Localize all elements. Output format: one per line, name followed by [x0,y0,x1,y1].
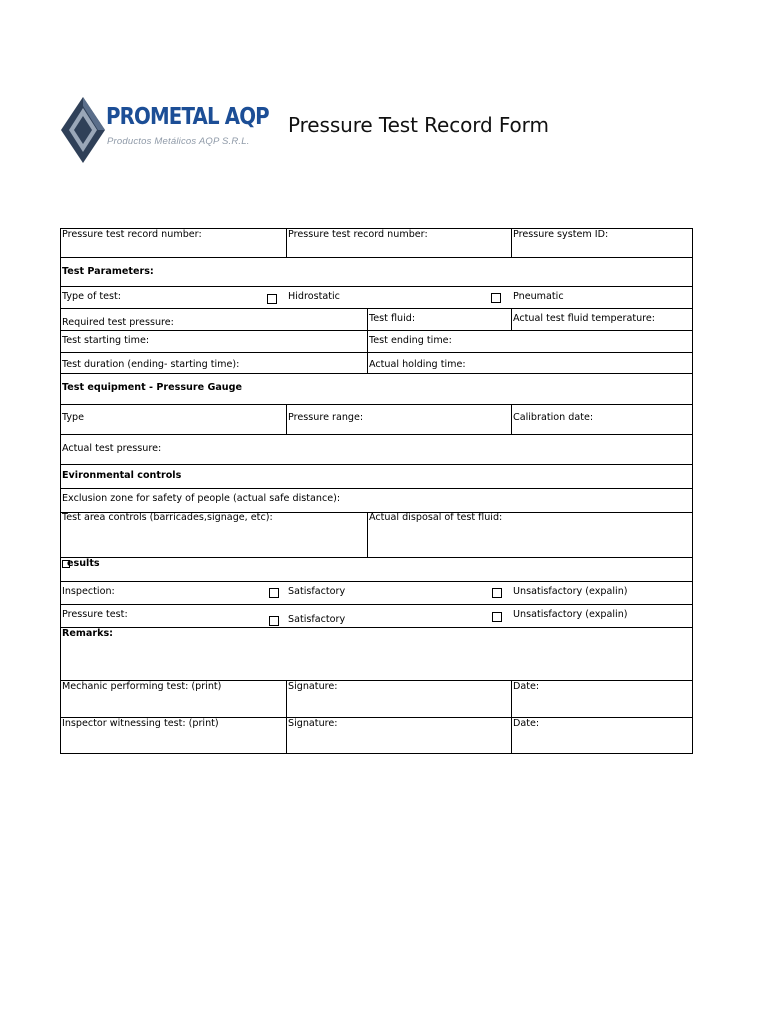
mechanic-signature-field[interactable]: Signature: [288,681,338,692]
logo-tagline: Productos Metálicos AQP S.R.L. [107,136,250,147]
pressure-range-field[interactable]: Pressure range: [288,412,364,423]
pressure-test-satisfactory-label: Satisfactory [288,614,346,625]
pneumatic-label: Pneumatic [513,291,564,302]
inspector-date-field[interactable]: Date: [513,718,540,729]
form-border-right [692,228,693,754]
row-divider [60,604,693,605]
required-test-pressure-field[interactable]: Required test pressure: [62,317,174,328]
mechanic-name-field[interactable]: Mechanic performing test: (print) [62,681,222,692]
test-duration-field[interactable]: Test duration (ending- starting time): [62,359,240,370]
col-divider [511,228,512,257]
environmental-controls-heading: Evironmental controls [62,470,182,481]
company-logo [60,96,269,164]
form-border-bottom [60,753,693,754]
type-of-test-label: Type of test: [62,291,122,302]
col-divider [286,228,287,257]
hidrostatic-checkbox[interactable] [267,294,277,304]
mechanic-date-field[interactable]: Date: [513,681,540,692]
row-divider [60,488,693,489]
test-equipment-heading: Test equipment - Pressure Gauge [62,382,243,393]
inspector-signature-field[interactable]: Signature: [288,718,338,729]
row-divider [60,434,693,435]
record-number-field-2[interactable]: Pressure test record number: [288,229,428,240]
diamond-logo-icon [60,96,106,164]
row-divider [60,627,693,628]
inspector-name-field[interactable]: Inspector witnessing test: (print) [62,718,219,729]
inspection-label: Inspection: [62,586,115,597]
row-divider [60,308,693,309]
page-title: Pressure Test Record Form [288,113,549,137]
pressure-test-form [60,228,693,754]
row-divider [60,330,693,331]
inspection-satisfactory-checkbox[interactable] [269,588,279,598]
col-divider [367,308,368,373]
row-divider [60,404,693,405]
row-divider [60,464,693,465]
row-divider [60,257,693,258]
test-parameters-heading: Test Parameters: [62,266,154,277]
results-heading: esults [67,558,100,569]
logo-wordmark: PROMETAL AQP [106,104,269,130]
test-ending-time-field[interactable]: Test ending time: [369,335,452,346]
col-divider [286,404,287,434]
inspection-unsatisfactory-checkbox[interactable] [492,588,502,598]
pneumatic-checkbox[interactable] [491,293,501,303]
pressure-test-unsatisfactory-label: Unsatisfactory (expalin) [513,609,628,620]
inspection-satisfactory-label: Satisfactory [288,586,346,597]
gauge-type-field[interactable]: Type [62,412,85,423]
record-number-field-1[interactable]: Pressure test record number: [62,229,202,240]
inspection-unsatisfactory-label: Unsatisfactory (expalin) [513,586,628,597]
row-divider [60,373,693,374]
test-starting-time-field[interactable]: Test starting time: [62,335,150,346]
calibration-date-field[interactable]: Calibration date: [513,412,594,423]
remarks-field[interactable]: Remarks: [62,628,114,639]
pressure-test-satisfactory-checkbox[interactable] [269,616,279,626]
actual-test-pressure-field[interactable]: Actual test pressure: [62,443,162,454]
fluid-disposal-field[interactable]: Actual disposal of test fluid: [369,512,503,523]
row-divider [60,286,693,287]
actual-holding-time-field[interactable]: Actual holding time: [369,359,466,370]
test-fluid-field[interactable]: Test fluid: [369,313,416,324]
pressure-system-id-field[interactable]: Pressure system ID: [513,229,609,240]
pressure-test-label: Pressure test: [62,609,128,620]
row-divider [60,581,693,582]
col-divider [367,512,368,557]
row-divider [60,352,693,353]
test-area-controls-field[interactable]: Test area controls (barricades,signage, etc): [62,512,273,523]
col-divider [511,404,512,434]
col-divider [511,308,512,330]
pressure-test-unsatisfactory-checkbox[interactable] [492,612,502,622]
form-border-left [60,228,61,754]
exclusion-zone-field[interactable]: Exclusion zone for safety of people (actual safe distance): [62,493,341,504]
col-divider [286,680,287,754]
hidrostatic-label: Hidrostatic [288,291,340,302]
col-divider [511,680,512,754]
row-divider [60,557,693,558]
actual-fluid-temperature-field[interactable]: Actual test fluid temperature: [513,313,656,324]
